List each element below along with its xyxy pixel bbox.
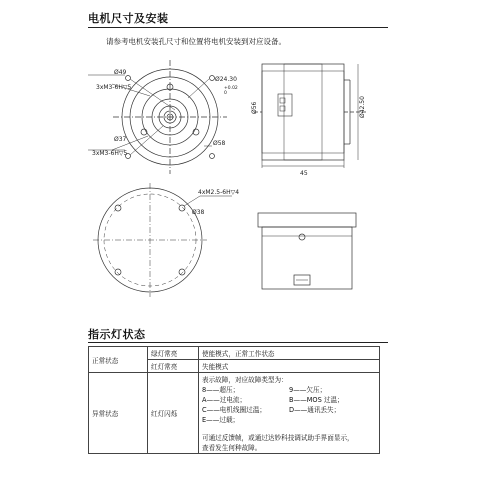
section-title-indicator-status: 指示灯状态 xyxy=(88,328,146,341)
dim-d49: Ø49 xyxy=(114,69,127,76)
desc-disable-mode: 失能模式 xyxy=(199,360,380,373)
desc-enable-mode: 使能模式，正常工作状态 xyxy=(199,347,380,360)
dim-tolerance-plus: +0.02 xyxy=(224,86,238,91)
dim-screw-back: 4xM2.5-6H▽4 xyxy=(198,189,240,196)
section-divider xyxy=(88,342,388,343)
light-green-on: 绿灯常亮 xyxy=(148,347,199,360)
side-view-drawing xyxy=(254,64,368,168)
fault-e: E——过载； xyxy=(202,416,240,424)
desc-fault-codes xyxy=(199,373,380,454)
section-title-motor-dimensions: 电机尺寸及安装 xyxy=(88,12,169,25)
dim-d4250: Ø42.50 xyxy=(359,96,366,118)
dim-d2430: Ø24.30 xyxy=(215,76,237,83)
back-view-drawing xyxy=(93,183,232,297)
fault-d: D——通讯丢失； xyxy=(289,406,341,414)
dim-screw-top: 3xM3-6H▽5 xyxy=(96,84,132,91)
fault-intro: 表示故障，对应故障类型为： xyxy=(202,376,288,384)
install-instructions: 请参考电机安装孔尺寸和位置将电机安装到对应设备。 xyxy=(106,37,286,46)
fault-a: A——过电流； xyxy=(202,396,247,404)
bottom-view-drawing xyxy=(258,213,356,289)
dim-d56: Ø56 xyxy=(251,101,258,114)
indicator-status-table xyxy=(88,346,380,454)
fault-note-line2: 查看发生何种故障。 xyxy=(202,444,262,452)
light-red-on: 红灯常亮 xyxy=(148,360,199,373)
state-normal: 正常状态 xyxy=(89,347,148,373)
state-abnormal: 异常状态 xyxy=(89,373,148,454)
dim-screw-bottom: 3xM3-6H▽5 xyxy=(92,150,128,157)
fault-8: 8——超压； xyxy=(202,386,240,394)
table-row xyxy=(89,347,380,360)
dim-d37: Ø37 xyxy=(114,136,127,143)
fault-9: 9——欠压； xyxy=(289,386,327,394)
fault-c: C——电机线圈过温； xyxy=(202,406,266,414)
dim-d58: Ø58 xyxy=(213,140,226,147)
dim-d38: Ø38 xyxy=(192,209,205,216)
light-red-blink: 红灯闪烁 xyxy=(148,373,199,454)
fault-note-line1: 可通过反馈帧，或通过达妙科技调试助手界面显示， xyxy=(202,434,354,442)
table-row xyxy=(89,373,380,454)
fault-b: B——MOS 过温； xyxy=(289,396,344,404)
dim-tolerance-zero: 0 xyxy=(224,91,227,96)
dim-length-45: 45 xyxy=(300,170,308,177)
